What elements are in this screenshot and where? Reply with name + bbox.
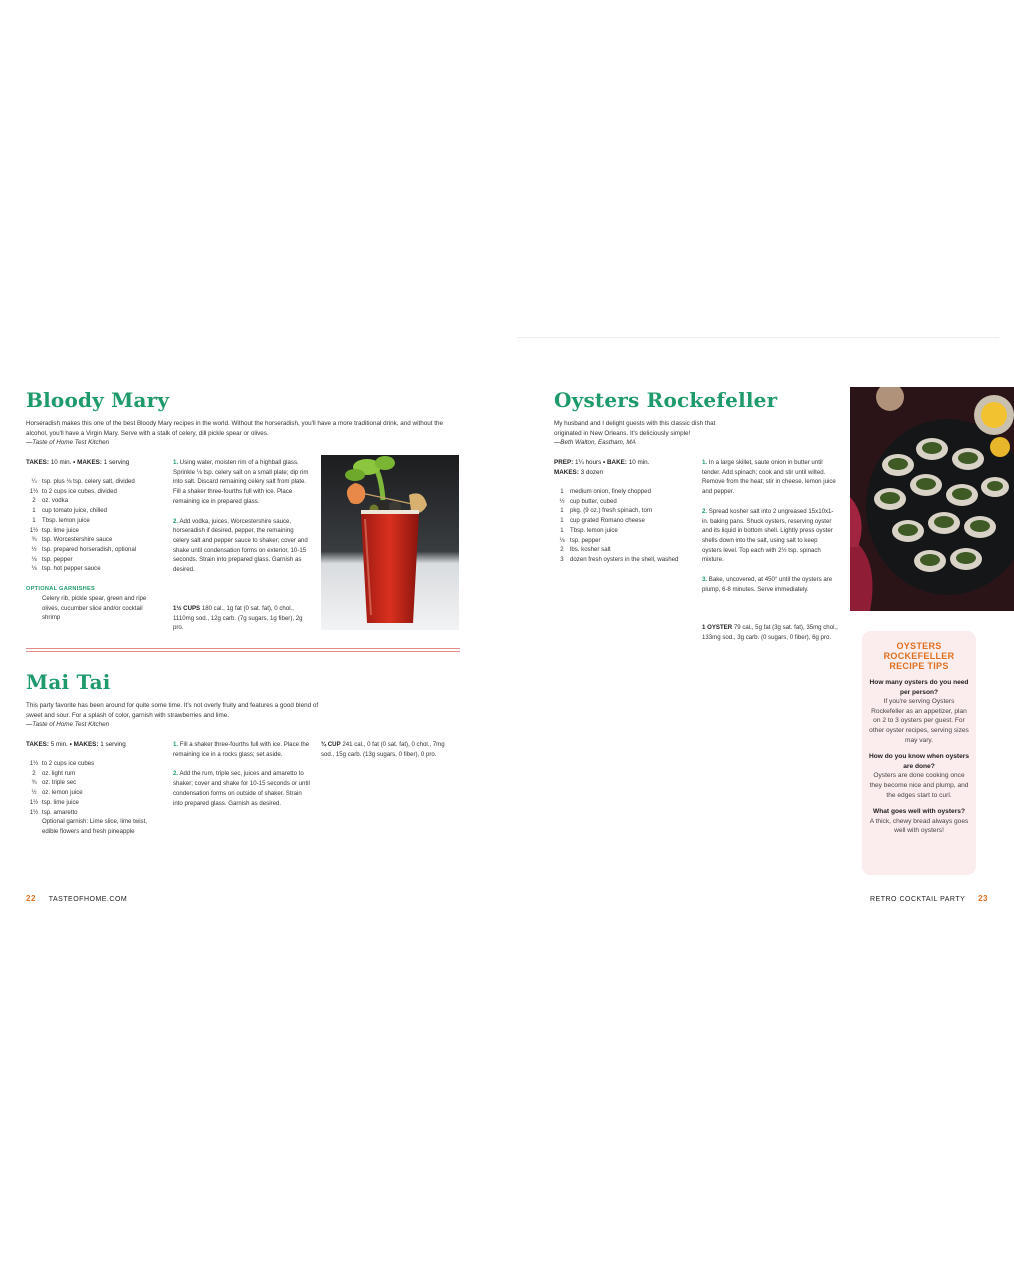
oysters-ingredients [554,487,694,565]
oysters-intro-text: My husband and I delight guests with this classic dish that originated in New Orleans. It's deliciously simple! [554,420,716,437]
ingredient-qty: ½ [31,545,37,553]
bake-value: 10 min. [628,459,650,466]
bloody-mary-meta: TAKES: 10 min. • MAKES: 1 serving [26,459,130,466]
ingredient-row [26,535,166,545]
mai-tai-nutrition [321,740,455,759]
ingredient-text: oz. triple sec [42,779,77,787]
step [173,769,313,808]
ingredient-text: to 2 cups ice cubes, divided [42,487,117,495]
ingredient-qty: 3 [560,555,564,563]
oysters-byline: —Beth Walton, Eastham, MA [554,439,636,447]
oysters-nutrition [702,623,838,642]
mai-tai-intro [26,701,326,730]
tip-question: What goes well with oysters? [873,808,965,816]
ingredient-row [26,769,166,779]
tip-answer: If you're serving Oysters Rockefeller as an appetizer, plan on 2 to 3 oysters per guest. For other oyster recipes, serving sizes may vary. [869,698,969,744]
ingredient-qty: ½ [559,497,565,505]
right-footer [870,894,988,903]
step-text: In a large skillet, saute onion in butter until tender. Add spinach; cook and stir until wilted. Remove from the heat; stir in cheese, lemon juice and pepper. [702,459,836,496]
nutrition-text: 241 cal., 0 fat (0 sat. fat), 0 chol., 7mg sod., 15g carb. (13g sugars, 0 fiber), 0 pro. [321,741,445,758]
ingredient-qty: 1½ [29,798,39,806]
ingredient-row [26,788,166,798]
ingredient-row [26,759,166,769]
prep-label: PREP: [554,459,574,466]
step [702,575,838,594]
ingredient-row [26,506,166,516]
tips-list [868,678,970,836]
ingredient-qty: ½ [31,789,37,797]
mai-tai-ingredient-note: Optional garnish: Lime slice, lime twist, edible flowers and fresh pineapple [42,818,147,835]
ingredient-qty: 1 [32,507,36,515]
ingredient-qty: ⅛ [559,536,565,544]
ingredient-qty: 1½ [29,487,39,495]
ingredient-text: tsp. lime juice [42,526,79,534]
ingredient-row [26,564,166,574]
step-number: 3. [702,576,708,584]
step-text: Add vodka, juices, Worcestershire sauce, horseradish if desired, pepper, the remaining celery salt and pepper sauce to shaker; cover and shake until condensation forms on exterior, 10-15 seconds. Strain into prepared glass. Garnish as desired. [173,517,308,574]
ingredient-qty: 2 [32,769,36,777]
nutrition-label: 1 OYSTER [702,624,733,631]
ingredient-row [26,516,166,526]
ingredient-text: tsp. amaretto [42,808,78,816]
ingredient-qty: ¾ [31,779,37,787]
ingredient-text: tsp. Worcestershire sauce [42,536,113,544]
ingredient-qty: 2 [560,546,564,554]
ingredient-text: cup grated Romano cheese [570,517,645,525]
step [173,517,311,575]
mai-tai-title: Mai Tai [26,670,111,694]
mai-tai-intro-text: This party favorite has been around for quite some time. It's not overly fruity and features a good blend of sweet and sour. For a splash of color, garnish with strawberries and lime. [26,702,319,719]
top-rule [517,337,999,338]
tip-answer: A thick, chewy bread always goes well with oysters! [869,817,969,835]
prep-value: 1¼ hours [575,459,602,466]
step-text: Spread kosher salt into 2 ungreased 15x10x1-in. baking pans. Shuck oysters, reserving oyster and its liquid in bottom shell. Lightly press oyster shells down into the salt, using salt to keep oysters level. Top each with 2½ tsp. spinach mixture. [702,507,834,564]
ingredient-text: tsp. lime juice [42,798,79,806]
takes-label: TAKES: [26,741,49,748]
makes-label: MAKES: [73,741,99,748]
step-text: Using water, moisten rim of a highball glass. Sprinkle ⅛ tsp. celery salt on a small plate; dip rim into salt. Discard remaining celery salt from plate. Fill a shaker three-fourths full with ice. Place remaining ice in prepared glass. [173,459,309,505]
ingredient-row [554,545,694,555]
bloody-mary-ingredients [26,477,166,574]
step-text: Bake, uncovered, at 450° until the oysters are plump, 6-8 minutes. Serve immediately. [702,576,833,593]
step-number: 2. [702,507,708,515]
ingredient-qty: 1½ [29,808,39,816]
makes-value: 1 serving [103,459,130,466]
ingredient-qty: 1½ [29,760,39,767]
nutrition-label: ¾ CUP [321,741,341,748]
mai-tai-ingredients [26,759,166,817]
site-name: TASTEOFHOME.COM [48,896,128,903]
ingredient-qty: 1½ [29,526,39,534]
step [702,507,838,565]
step-text: Add the rum, triple sec, juices and amaretto to shaker; cover and shake for 10-15 seconds or until condensation forms on outside of shaker. Strain into prepared glass. Garnish as desired. [173,770,310,807]
right-page [507,0,1014,1268]
bloody-mary-title: Bloody Mary [26,388,170,412]
ingredient-row [554,526,694,536]
ingredient-text: oz. lemon juice [42,789,83,797]
ingredient-text: cup tomato juice, chilled [42,507,108,515]
left-footer [26,894,127,903]
ingredient-row [26,477,166,487]
ingredient-row [26,526,166,536]
ingredient-text: pkg. (9 oz.) fresh spinach, torn [570,507,653,515]
section-divider [26,648,460,649]
ingredient-qty: 1 [560,507,564,515]
step [702,458,838,497]
ingredient-qty: ¾ [31,536,37,544]
ingredient-text: oz. light rum [42,769,76,777]
section-divider-2 [26,651,460,652]
bloody-mary-intro-text: Horseradish makes this one of the best Bloody Mary recipes in the world. Without the horseradish, you'll have a more traditional drink, and without the alcohol, you'll have a Virgin Mary. Serve with a stalk of celery, dill pickle spear or olives. [26,420,444,437]
makes-label: MAKES: [77,459,102,466]
bloody-mary-byline: —Taste of Home Test Kitchen [26,439,110,447]
bloody-mary-steps [173,458,311,585]
ingredient-qty: 1 [32,516,36,524]
makes-value: 3 dozen [580,468,604,476]
ingredient-row [554,516,694,526]
garnish-text: Celery rib, pickle spear, green and ripe olives, cucumber slice and/or cocktail shrimp [42,595,147,622]
ingredient-text: to 2 cups ice cubes [42,760,95,767]
recipe-tips-box [862,631,976,875]
ingredient-text: cup butter, cubed [570,497,617,505]
ingredient-row [26,545,166,555]
garnish-heading: OPTIONAL GARNISHES [26,586,96,592]
nutrition-label: 1½ CUPS [173,605,201,612]
ingredient-row [554,555,694,565]
ingredient-qty: 2 [32,497,36,505]
ingredient-row [554,497,694,507]
ingredient-row [554,536,694,546]
oysters-title: Oysters Rockefeller [554,388,778,412]
takes-value: 5 min. [50,741,68,748]
ingredient-text: oz. vodka [42,497,69,505]
ingredient-qty: 1 [560,488,564,495]
ingredient-text: Tbsp. lemon juice [570,526,618,534]
ingredient-qty: ⅛ [31,565,37,573]
bake-label: BAKE: [606,459,627,466]
step [173,458,311,507]
page-number: 23 [978,894,988,903]
step-text: Fill a shaker three-fourths full with ice. Place the remaining ice in a rocks glass; set aside. [173,741,310,758]
ingredient-row [26,496,166,506]
oysters-photo [850,387,1014,611]
oysters-intro [554,419,739,448]
ingredient-row [26,778,166,788]
ingredient-row [26,808,166,818]
mai-tai-meta: TAKES: 5 min. • MAKES: 1 serving [26,741,126,748]
step-number: 1. [173,741,179,748]
takes-value: 10 min. [50,459,72,466]
ingredient-text: lbs. kosher salt [570,546,611,554]
bloody-mary-nutrition [173,604,311,633]
bloody-mary-photo [321,455,459,630]
ingredient-qty: ⅛ [31,555,37,563]
ingredient-text: medium onion, finely chopped [570,488,651,495]
step-number: 2. [173,517,179,525]
ingredient-text: tsp. plus ⅛ tsp. celery salt, divided [42,478,135,485]
ingredient-text: tsp. prepared horseradish, optional [42,545,137,553]
takes-label: TAKES: [26,459,49,466]
ingredient-row [554,487,694,497]
mai-tai-steps [173,740,313,818]
ingredient-text: tsp. hot pepper sauce [42,565,101,573]
ingredient-row [26,555,166,565]
ingredient-qty: ¼ [31,478,37,485]
step [173,740,313,759]
step-number: 2. [173,770,179,778]
ingredient-text: tsp. pepper [42,555,73,563]
nutrition-text: 180 cal., 1g fat (0 sat. fat), 0 chol., 1110mg sod., 12g carb. (7g sugars, 1g fiber), 2g pro. [173,605,303,632]
section-name: RETRO COCKTAIL PARTY [870,896,966,903]
ingredient-row [26,798,166,808]
ingredient-text: dozen fresh oysters in the shell, washed [570,555,679,563]
tips-heading: OYSTERS ROCKEFELLER RECIPE TIPS [883,641,955,671]
bloody-mary-intro [26,419,456,448]
ingredient-qty: 1 [560,517,564,525]
step-number: 1. [173,459,179,466]
tip-answer: Oysters are done cooking once they become nice and plump, and the edges start to curl. [869,772,969,799]
makes-label: MAKES: [554,468,579,476]
makes-value: 1 serving [100,741,126,748]
step-number: 1. [702,459,708,466]
ingredient-qty: 1 [560,526,564,534]
oysters-steps [702,458,838,604]
mai-tai-byline: —Taste of Home Test Kitchen [26,721,110,729]
tip-question: How many oysters do you need per person? [869,679,969,696]
ingredient-row [554,506,694,516]
ingredient-row [26,487,166,497]
ingredient-text: tsp. pepper [570,536,601,544]
page-number: 22 [26,894,36,903]
oysters-meta: PREP: 1¼ hours • BAKE: 10 min. MAKES: 3 dozen [554,459,650,476]
tip-question: How do you know when oysters are done? [868,753,970,770]
nutrition-text: 79 cal., 5g fat (3g sat. fat), 35mg chol., 133mg sod., 3g carb. (0 sugars, 0 fiber), 6g pro. [702,624,838,641]
ingredient-text: Tbsp. lemon juice [42,516,90,524]
